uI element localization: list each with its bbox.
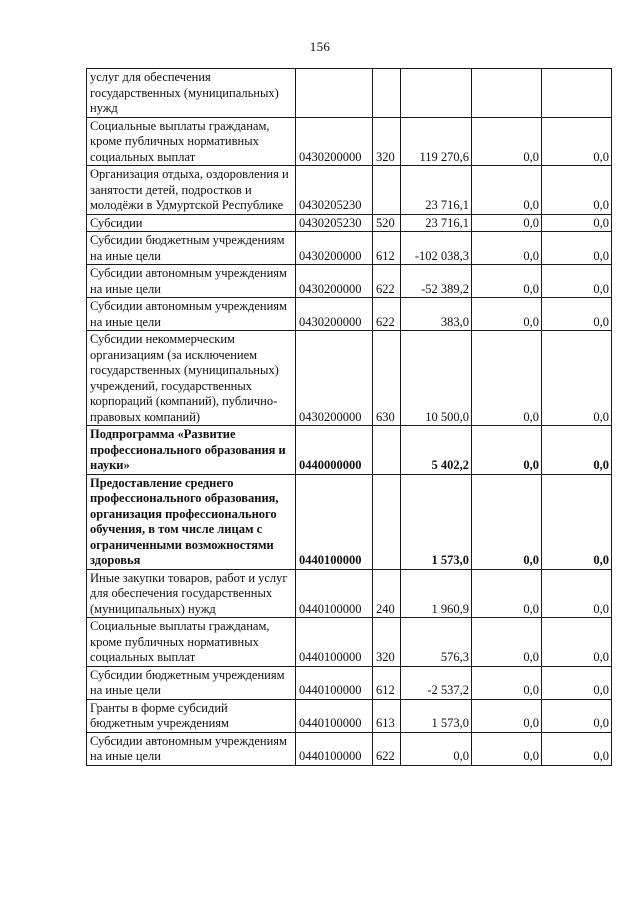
expense-type-cell: 612 xyxy=(373,666,401,699)
year3-amount-cell: 0,0 xyxy=(542,298,612,331)
year3-amount-cell: 0,0 xyxy=(542,426,612,475)
amount-cell: 1 960,9 xyxy=(401,569,472,618)
target-code-cell: 0440100000 xyxy=(296,732,373,765)
year2-amount-cell: 0,0 xyxy=(472,117,542,166)
year2-amount-cell: 0,0 xyxy=(472,166,542,215)
row-name-cell: Субсидии бюджетным учреждениям на иные цели xyxy=(87,666,296,699)
expense-type-cell: 520 xyxy=(373,214,401,232)
row-name-cell: Организация отдыха, оздоровления и занятости детей, подростков и молодёжи в Удмуртской Республике xyxy=(87,166,296,215)
expense-type-cell: 320 xyxy=(373,618,401,667)
row-name-cell: Подпрограмма «Развитие профессионального образования и науки» xyxy=(87,426,296,475)
year2-amount-cell: 0,0 xyxy=(472,699,542,732)
table-row xyxy=(87,618,612,667)
year2-amount-cell xyxy=(472,69,542,118)
year2-amount-cell: 0,0 xyxy=(472,666,542,699)
table-row xyxy=(87,699,612,732)
target-code-cell: 0440100000 xyxy=(296,569,373,618)
year2-amount-cell: 0,0 xyxy=(472,569,542,618)
amount-cell: 119 270,6 xyxy=(401,117,472,166)
amount-cell: -102 038,3 xyxy=(401,232,472,265)
table-row xyxy=(87,474,612,569)
table-row xyxy=(87,298,612,331)
target-code-cell xyxy=(296,69,373,118)
amount-cell: -52 389,2 xyxy=(401,265,472,298)
expense-type-cell xyxy=(373,166,401,215)
table-row xyxy=(87,265,612,298)
year2-amount-cell: 0,0 xyxy=(472,474,542,569)
target-code-cell: 0430200000 xyxy=(296,331,373,426)
table-row xyxy=(87,166,612,215)
year2-amount-cell: 0,0 xyxy=(472,331,542,426)
amount-cell: 23 716,1 xyxy=(401,214,472,232)
amount-cell: 5 402,2 xyxy=(401,426,472,475)
expense-type-cell xyxy=(373,426,401,475)
year3-amount-cell: 0,0 xyxy=(542,666,612,699)
target-code-cell: 0430200000 xyxy=(296,265,373,298)
table-row xyxy=(87,117,612,166)
year2-amount-cell: 0,0 xyxy=(472,265,542,298)
table-row xyxy=(87,569,612,618)
table-row xyxy=(87,426,612,475)
table-row xyxy=(87,331,612,426)
amount-cell: 23 716,1 xyxy=(401,166,472,215)
expense-type-cell: 240 xyxy=(373,569,401,618)
amount-cell xyxy=(401,69,472,118)
expense-type-cell xyxy=(373,474,401,569)
expense-type-cell: 622 xyxy=(373,298,401,331)
target-code-cell: 0430200000 xyxy=(296,298,373,331)
target-code-cell: 0440100000 xyxy=(296,699,373,732)
year2-amount-cell: 0,0 xyxy=(472,232,542,265)
page-number: 156 xyxy=(309,39,331,54)
target-code-cell: 0430205230 xyxy=(296,214,373,232)
year3-amount-cell: 0,0 xyxy=(542,618,612,667)
target-code-cell: 0440100000 xyxy=(296,474,373,569)
year2-amount-cell: 0,0 xyxy=(472,298,542,331)
expense-type-cell: 613 xyxy=(373,699,401,732)
year2-amount-cell: 0,0 xyxy=(472,618,542,667)
year3-amount-cell: 0,0 xyxy=(542,265,612,298)
row-name-cell: Субсидии бюджетным учреждениям на иные цели xyxy=(87,232,296,265)
amount-cell: 576,3 xyxy=(401,618,472,667)
target-code-cell: 0430205230 xyxy=(296,166,373,215)
target-code-cell: 0430200000 xyxy=(296,117,373,166)
budget-table-body xyxy=(87,69,612,766)
year2-amount-cell: 0,0 xyxy=(472,426,542,475)
budget-table xyxy=(86,68,612,766)
row-name-cell: Субсидии xyxy=(87,214,296,232)
expense-type-cell xyxy=(373,69,401,118)
expense-type-cell: 612 xyxy=(373,232,401,265)
table-row xyxy=(87,232,612,265)
amount-cell: 383,0 xyxy=(401,298,472,331)
row-name-cell: Субсидии автономным учреждениям на иные цели xyxy=(87,265,296,298)
year3-amount-cell: 0,0 xyxy=(542,699,612,732)
row-name-cell: Социальные выплаты гражданам, кроме публичных нормативных социальных выплат xyxy=(87,117,296,166)
year2-amount-cell: 0,0 xyxy=(472,214,542,232)
expense-type-cell: 630 xyxy=(373,331,401,426)
row-name-cell: Иные закупки товаров, работ и услуг для обеспечения государственных (муниципальных) нужд xyxy=(87,569,296,618)
year3-amount-cell: 0,0 xyxy=(542,117,612,166)
row-name-cell: Социальные выплаты гражданам, кроме публичных нормативных социальных выплат xyxy=(87,618,296,667)
amount-cell: 1 573,0 xyxy=(401,474,472,569)
year3-amount-cell: 0,0 xyxy=(542,474,612,569)
table-row xyxy=(87,214,612,232)
row-name-cell: Субсидии автономным учреждениям на иные цели xyxy=(87,732,296,765)
amount-cell: 0,0 xyxy=(401,732,472,765)
expense-type-cell: 622 xyxy=(373,265,401,298)
year3-amount-cell: 0,0 xyxy=(542,232,612,265)
amount-cell: 1 573,0 xyxy=(401,699,472,732)
year3-amount-cell: 0,0 xyxy=(542,166,612,215)
year3-amount-cell: 0,0 xyxy=(542,569,612,618)
year3-amount-cell xyxy=(542,69,612,118)
row-name-cell: Субсидии некоммерческим организациям (за исключением государственных (муниципальных) учреждений, государственных корпораций (компаний), публично-правовых компаний) xyxy=(87,331,296,426)
year3-amount-cell: 0,0 xyxy=(542,732,612,765)
table-row xyxy=(87,666,612,699)
year2-amount-cell: 0,0 xyxy=(472,732,542,765)
target-code-cell: 0430200000 xyxy=(296,232,373,265)
amount-cell: 10 500,0 xyxy=(401,331,472,426)
row-name-cell: Предоставление среднего профессионального образования, организация профессионального обучения, в том числе лицам с ограниченными возможностями здоровья xyxy=(87,474,296,569)
table-row xyxy=(87,69,612,118)
table-row xyxy=(87,732,612,765)
year3-amount-cell: 0,0 xyxy=(542,331,612,426)
amount-cell: -2 537,2 xyxy=(401,666,472,699)
row-name-cell: Субсидии автономным учреждениям на иные цели xyxy=(87,298,296,331)
target-code-cell: 0440000000 xyxy=(296,426,373,475)
row-name-cell: услуг для обеспечения государственных (муниципальных) нужд xyxy=(87,69,296,118)
year3-amount-cell: 0,0 xyxy=(542,214,612,232)
expense-type-cell: 320 xyxy=(373,117,401,166)
row-name-cell: Гранты в форме субсидий бюджетным учреждениям xyxy=(87,699,296,732)
target-code-cell: 0440100000 xyxy=(296,618,373,667)
target-code-cell: 0440100000 xyxy=(296,666,373,699)
expense-type-cell: 622 xyxy=(373,732,401,765)
